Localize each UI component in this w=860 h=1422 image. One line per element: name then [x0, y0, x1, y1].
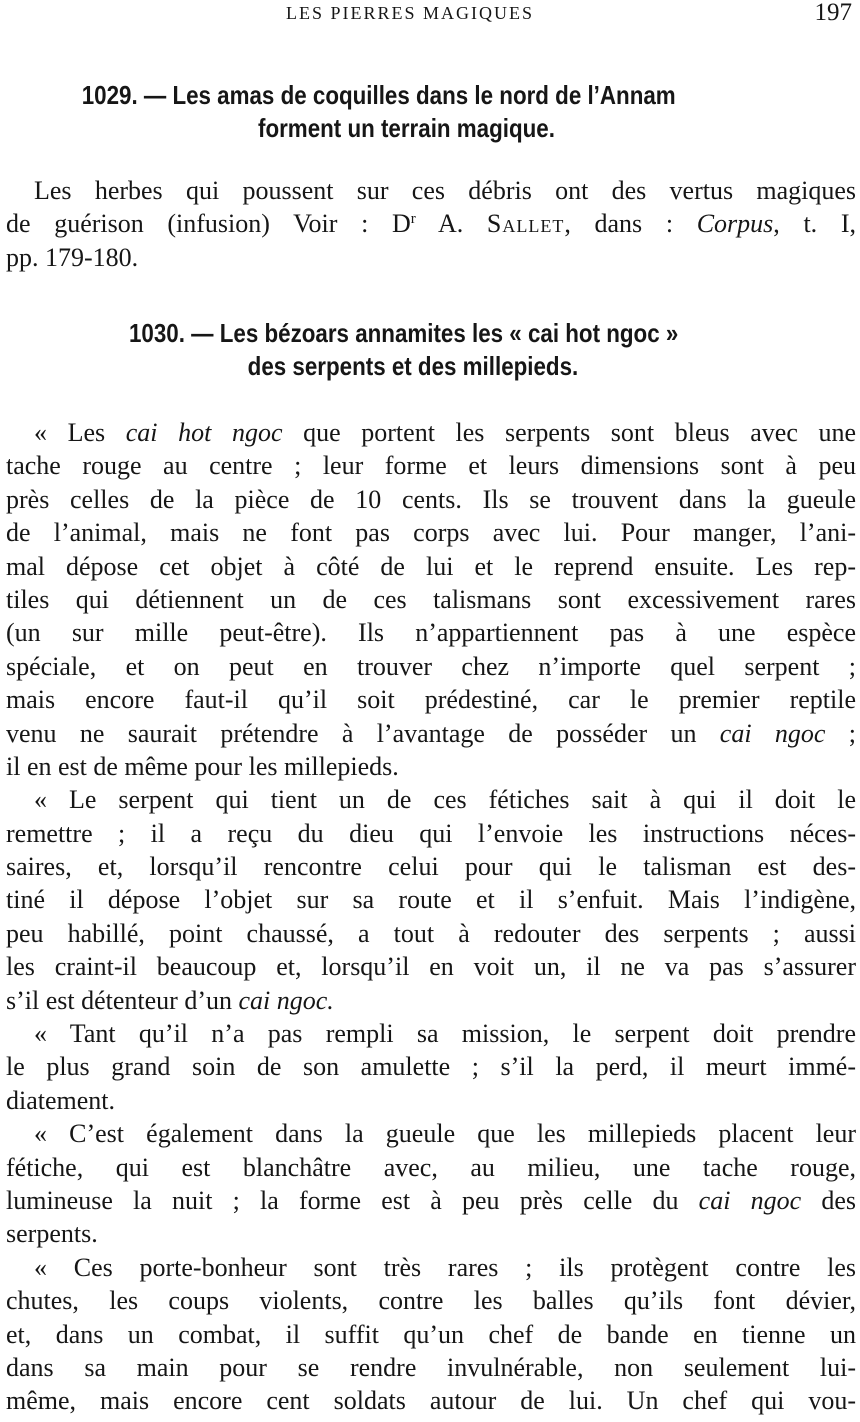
text-line: « Ces porte-bonheur sont très rares ; ils protègent contre les	[34, 1252, 856, 1282]
running-title: LES PIERRES MAGIQUES	[286, 3, 535, 23]
italic-term: cai hot ngoc	[125, 418, 283, 447]
text-line: il en est de même pour les millepieds.	[6, 751, 399, 781]
text-line: le plus grand soin de son amulette ; s’il la perd, il meurt immé-	[6, 1052, 856, 1082]
text-line	[6, 717, 856, 750]
work-title: Corpus	[696, 209, 774, 239]
text-line: « Tant qu’il n’a pas rempli sa mission, le serpent doit prendre	[34, 1019, 856, 1049]
heading-line: 1029. — Les amas de coquilles dans le nord de l’Annam	[81, 80, 676, 110]
text-line: les craint-il beaucoup et, lorsqu’il en voit un, il ne va pas s’assurer	[6, 952, 856, 982]
text-run: , dans :	[564, 209, 697, 239]
text-run: que portent les serpents sont bleus avec une	[282, 418, 857, 447]
text-line	[6, 207, 856, 240]
text-line: et, dans un combat, il suffit qu’un chef de bande en tienne un	[6, 1319, 856, 1349]
italic-term: cai ngoc	[719, 718, 826, 748]
text-line: peu habillé, point chaussé, a tout à redouter des serpents ; aussi	[6, 918, 856, 948]
text-run: ;	[825, 718, 856, 748]
text-run: A.	[415, 209, 487, 239]
heading-line: des serpents et des millepieds.	[247, 351, 579, 381]
italic-term: cai ngoc.	[238, 985, 334, 1015]
text-line: chutes, les coups violents, contre les balles qu’ils font dévier,	[6, 1286, 856, 1316]
italic-term: cai ngoc	[698, 1185, 802, 1215]
heading-line: forment un terrain magique.	[258, 113, 555, 143]
page-number: 197	[814, 0, 852, 26]
text-run: , t. I,	[773, 209, 856, 239]
text-line: « Le serpent qui tient un de ces fétiches sait à qui il doit le	[34, 785, 856, 815]
text-line: près celles de la pièce de 10 cents. Ils se trouvent dans la gueule	[6, 484, 856, 514]
text-run: de guérison (infusion) Voir : D	[6, 209, 411, 239]
text-line: Les herbes qui poussent sur ces débris ont des vertus magiques	[34, 176, 856, 205]
text-run: venu ne saurait prétendre à l’avantage de posséder un	[6, 718, 720, 748]
text-run: « Les	[34, 418, 126, 447]
running-head	[0, 0, 860, 32]
text-line: même, mais encore cent soldats autour de lui. Un chef qui vou-	[6, 1386, 856, 1416]
text-line: tiné il dépose l’objet sur sa route et il s’enfuit. Mais l’indigène,	[6, 885, 856, 915]
text-line: dans sa main pour se rendre invulnérable, non seulement lui-	[6, 1352, 856, 1382]
text-run: lumineuse la nuit ; la forme est à peu près celle du	[6, 1185, 699, 1215]
text-line: mais encore faut-il qu’il soit prédestiné, car le premier reptile	[6, 685, 856, 715]
text-line: saires, et, lorsqu’il rencontre celui pour qui le talisman est des-	[6, 852, 856, 882]
text-line: tiles qui détiennent un de ces talismans sont excessivement rares	[6, 584, 856, 614]
text-line: fétiche, qui est blanchâtre avec, au milieu, une tache rouge,	[6, 1152, 856, 1182]
text-line: (un sur mille peut-être). Ils n’appartiennent pas à une espèce	[6, 618, 856, 648]
text-line: pp. 179-180.	[6, 242, 139, 272]
text-run: s’il est détenteur d’un	[6, 985, 239, 1015]
text-line: diatement.	[6, 1085, 116, 1115]
superscript: r	[410, 211, 416, 228]
text-line: remettre ; il a reçu du dieu qui l’envoie les instructions néces-	[6, 818, 856, 848]
paragraph-1030	[6, 416, 856, 1418]
text-line	[6, 984, 856, 1017]
text-line: mal dépose cet objet à côté de lui et le reprend ensuite. Les rep-	[6, 551, 856, 581]
text-line: spéciale, et on peut en trouver chez n’importe quel serpent ;	[6, 651, 856, 681]
heading-line: 1030. — Les bézoars annamites les « cai hot ngoc »	[129, 318, 679, 348]
text-line: tache rouge au centre ; leur forme et leurs dimensions sont à peu	[6, 451, 856, 481]
author-name: Sallet	[486, 209, 565, 239]
text-line: de l’animal, mais ne font pas corps avec lui. Pour manger, l’ani-	[6, 518, 856, 548]
paragraph-1029	[6, 174, 856, 274]
text-line: serpents.	[6, 1219, 98, 1249]
text-line	[6, 416, 856, 449]
text-line: « C’est également dans la gueule que les millepieds placent leur	[34, 1119, 856, 1149]
text-run: des	[801, 1185, 856, 1215]
text-line	[6, 1184, 856, 1217]
